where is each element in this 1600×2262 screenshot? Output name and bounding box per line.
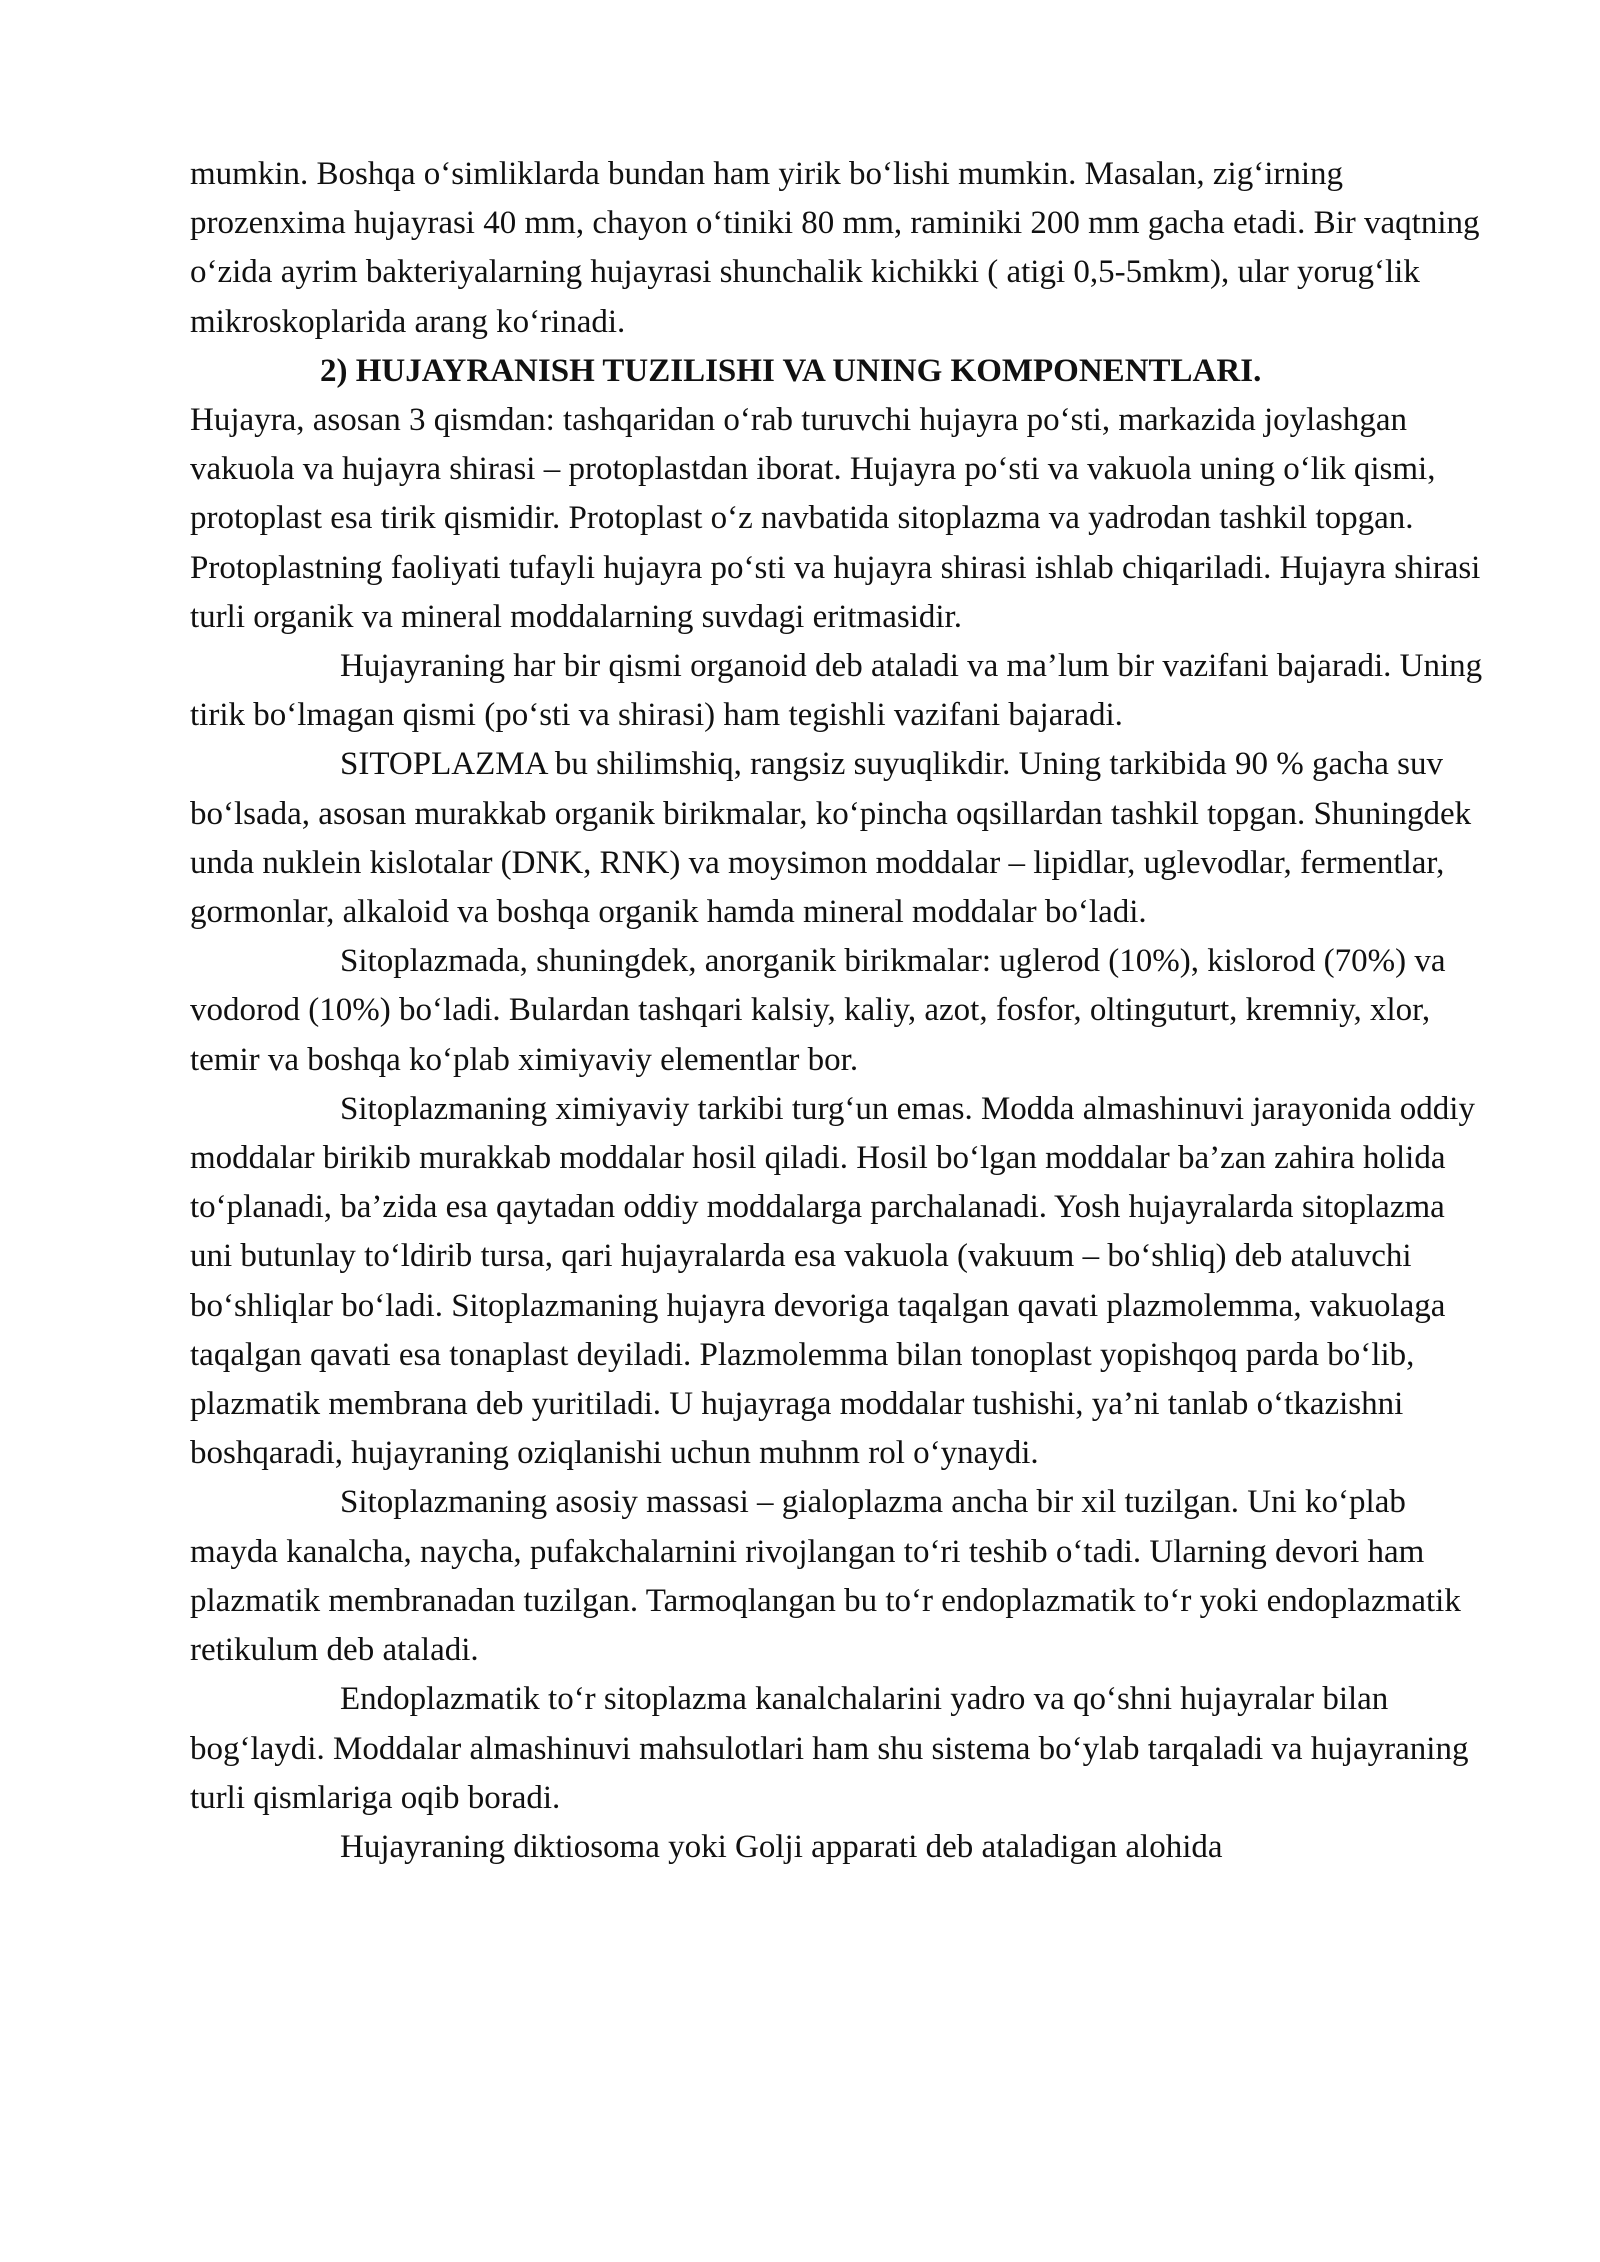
paragraph: mumkin. Boshqa o‘simliklarda bundan ham yirik bo‘lishi mumkin. Masalan, zig‘irning prozenxima hujayrasi 40 mm, chayon o‘tiniki 80 mm, raminiki 200 mm gacha etadi. Bir vaqtning o‘zida ayrim bakteriyalarning hujayrasi shunchalik kichikki ( atigi 0,5-5mkm), ular yorug‘lik mikroskoplarida arang ko‘rinadi.: [190, 156, 1480, 340]
paragraph: Endoplazmatik to‘r sitoplazma kanalchalarini yadro va qo‘shni hujayralar bilan bog‘laydi. Moddalar almashinuvi mahsulotlari ham shu sistema bo‘ylab tarqaladi va hujayraning turli qismlariga oqib boradi.: [190, 1681, 1469, 1816]
paragraph: Sitoplazmaning asosiy massasi – gialoplazma ancha bir xil tuzilgan. Uni ko‘plab mayda kanalcha, naycha, pufakchalarnini rivojlangan to‘ri teshib o‘tadi. Ularning devori ham plazmatik membranadan tuzilgan. Tarmoqlangan bu to‘r endoplazmatik to‘r yoki endoplazmatik retikulum deb ataladi.: [190, 1484, 1461, 1669]
paragraph: Hujayraning har bir qismi organoid deb ataladi va ma’lum bir vazifani bajaradi. Uning tirik bo‘lmagan qismi (po‘sti va shirasi) ham tegishli vazifani bajaradi.: [190, 648, 1483, 734]
paragraph: Hujayraning diktiosoma yoki Golji apparati deb ataladigan alohida: [340, 1828, 1223, 1865]
section-heading-period: .: [1253, 352, 1262, 389]
body-text: [190, 150, 1490, 1872]
paragraph: Sitoplazmaning ximiyaviy tarkibi turg‘un emas. Modda almashinuvi jarayonida oddiy moddalar birikib murakkab moddalar hosil qiladi. Hosil bo‘lgan moddalar ba’zan zahira holida to‘planadi, ba’zida esa qaytadan oddiy moddalarga parchalanadi. Yosh hujayralarda sitoplazma uni butunlay to‘ldirib tursa, qari hujayralarda esa vakuola (vakuum – bo‘shliq) deb ataluvchi bo‘shliqlar bo‘ladi. Sitoplazmaning hujayra devoriga taqalgan qavati plazmolemma, vakuolaga taqalgan qavati esa tonaplast deyiladi. Plazmolemma bilan tonoplast yopishqoq parda bo‘lib, plazmatik membrana deb yuritiladi. U hujayraga moddalar tushishi, ya’ni tanlab o‘tkazishni boshqaradi, hujayraning oziqlanishi uchun muhnm rol o‘ynaydi.: [190, 1090, 1475, 1472]
paragraph: Sitoplazmada, shuningdek, anorganik birikmalar: uglerod (10%), kislorod (70%) va vodorod (10%) bo‘ladi. Bulardan tashqari kalsiy, kaliy, azot, fosfor, oltinguturt, kremniy, xlor, temir va boshqa ko‘plab ximiyaviy elementlar bor.: [190, 943, 1446, 1078]
section-heading-text: 2) HUJAYRANISH TUZILISHI VA UNING KOMPONENTLARI: [320, 352, 1254, 389]
section-heading: [190, 347, 1490, 396]
paragraph: SITOPLAZMA bu shilimshiq, rangsiz suyuqlikdir. Uning tarkibida 90 % gacha suv bo‘lsada, asosan murakkab organik birikmalar, ko‘pincha oqsillardan tashkil topgan. Shuningdek unda nuklein kislotalar (DNK, RNK) va moysimon moddalar – lipidlar, uglevodlar, fermentlar, gormonlar, alkaloid va boshqa organik hamda mineral moddalar bo‘ladi.: [190, 746, 1472, 931]
paragraph: Hujayra, asosan 3 qismdan: tashqaridan o‘rab turuvchi hujayra po‘sti, markazida joylashgan vakuola va hujayra shirasi – protoplastdan iborat. Hujayra po‘sti va vakuola uning o‘lik qismi, protoplast esa tirik qismidir. Protoplast o‘z navbatida sitoplazma va yadrodan tashkil topgan. Protoplastning faoliyati tufayli hujayra po‘sti va hujayra shirasi ishlab chiqariladi. Hujayra shirasi turli organik va mineral moddalarning suvdagi eritmasidir.: [190, 402, 1481, 635]
